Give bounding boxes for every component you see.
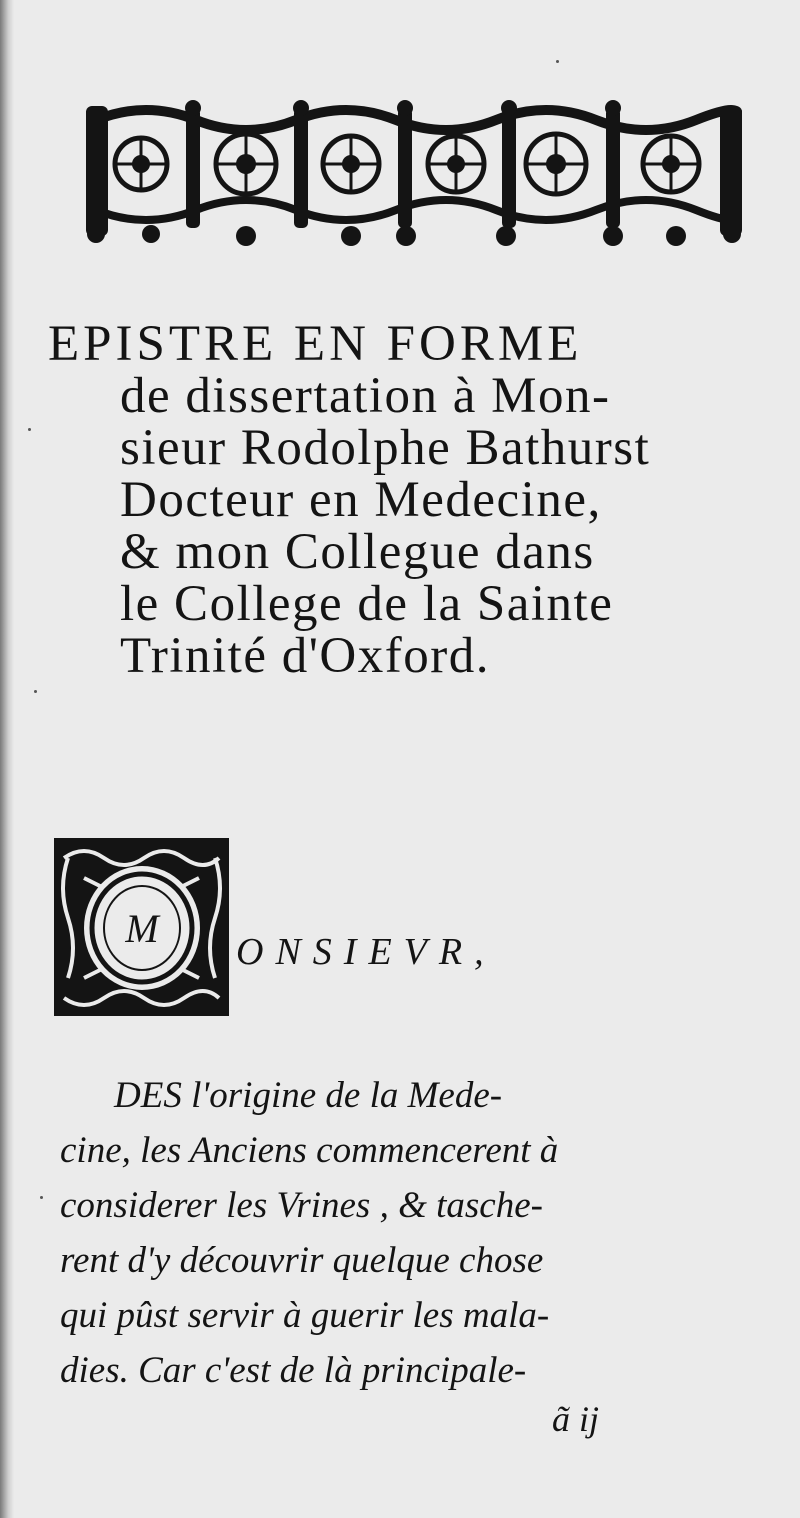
body-line: cine, les Anciens commencerent à bbox=[60, 1130, 559, 1171]
body-line: rent d'y découvrir quelque chose bbox=[60, 1240, 544, 1281]
title-line: sieur Rodolphe Bathurst bbox=[120, 420, 651, 476]
floral-headpiece-ornament bbox=[86, 98, 742, 248]
title-line: Trinité d'Oxford. bbox=[120, 628, 490, 684]
ink-speck bbox=[40, 1196, 43, 1199]
body-text bbox=[60, 1068, 740, 1398]
title-line: & mon Collegue dans bbox=[120, 524, 595, 580]
title-line: Docteur en Medecine, bbox=[120, 472, 602, 528]
ink-speck bbox=[34, 690, 37, 693]
salutation: ONSIEVR, bbox=[236, 931, 496, 973]
drop-cap-letter: M bbox=[125, 906, 159, 951]
body-line: qui pûst servir à guerir les mala- bbox=[60, 1295, 550, 1336]
body-line: dies. Car c'est de là principale- bbox=[60, 1350, 527, 1391]
title-line: le College de la Sainte bbox=[120, 576, 614, 632]
body-line: considerer les Vrines , & tasche- bbox=[60, 1185, 543, 1226]
signature-catchword: ã ij bbox=[552, 1399, 600, 1439]
ink-speck bbox=[556, 60, 559, 63]
body-line: DES l'origine de la Mede- bbox=[114, 1075, 503, 1116]
title-block bbox=[48, 318, 738, 682]
title-line: EPISTRE EN FORME bbox=[48, 316, 583, 372]
title-line: de dissertation à Mon- bbox=[120, 368, 611, 424]
foliate-initial-frame bbox=[54, 838, 229, 1016]
ink-speck bbox=[28, 428, 31, 431]
